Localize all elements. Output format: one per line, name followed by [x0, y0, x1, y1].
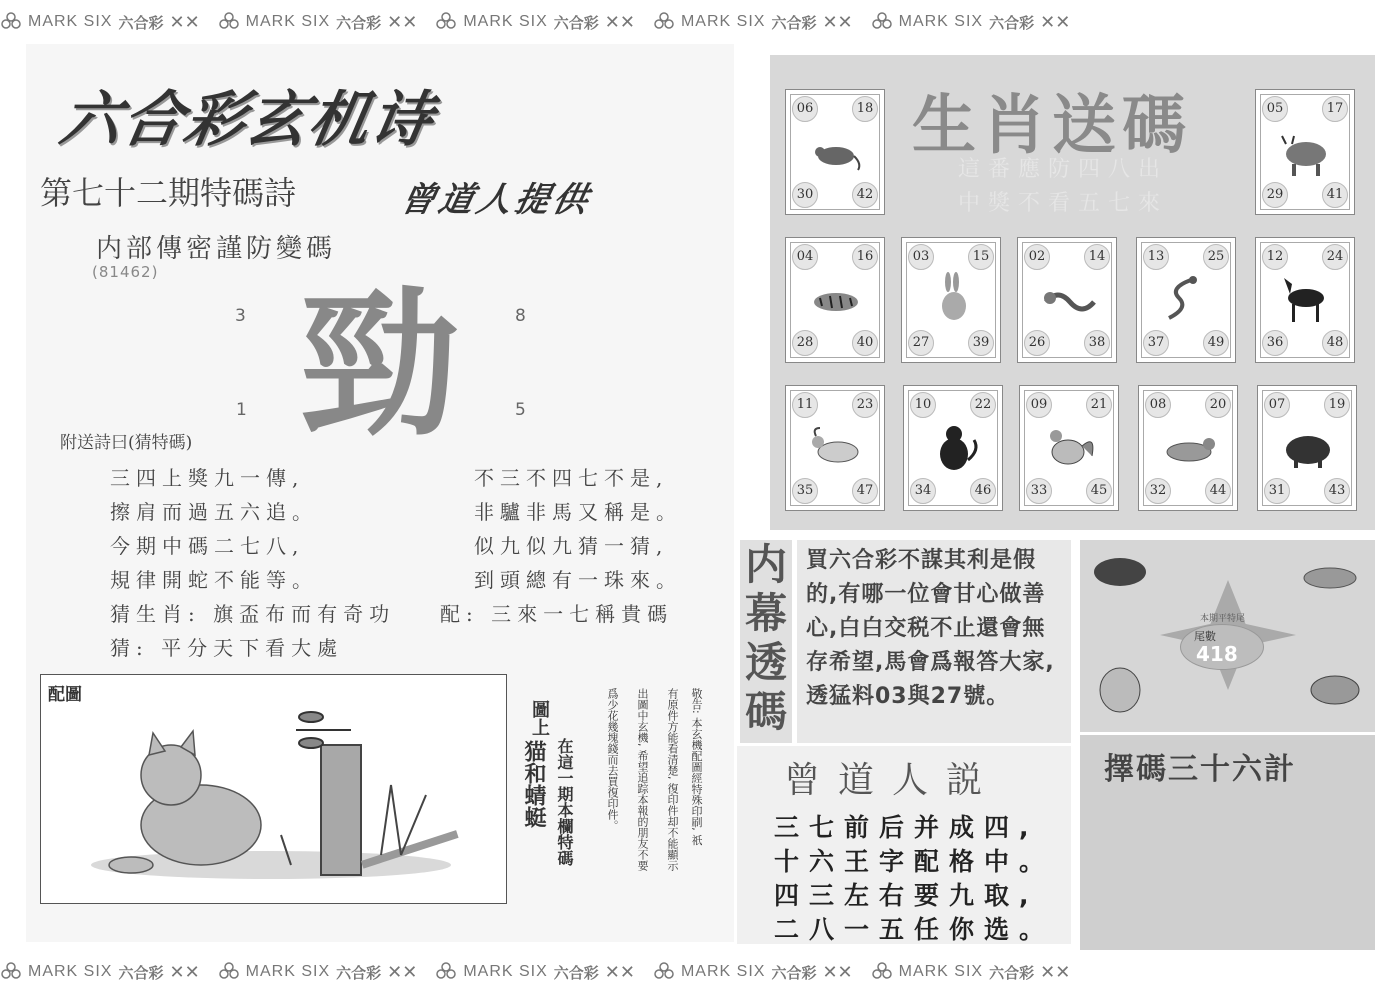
brand-en: MARK SIX — [245, 13, 331, 30]
zodiac-number: 04 — [792, 244, 818, 270]
digit-top-right: 8 — [515, 306, 526, 326]
notice-column: 敬告: 本玄機配圖經特殊印刷, 祇 — [690, 688, 703, 846]
brand-en: MARK SIX — [680, 963, 766, 980]
monkey-icon — [926, 420, 982, 476]
poem-left-line: 今期中碼二七八, — [110, 534, 305, 558]
flower-icon — [435, 961, 457, 983]
cross-mark: ✕✕ — [169, 11, 200, 33]
zodiac-number: 41 — [1322, 182, 1348, 208]
issue-title: 第七十二期特碼詩 — [40, 174, 297, 212]
poem-left-line: 三四上獎九一傳, — [110, 466, 305, 490]
flower-icon — [435, 11, 457, 33]
special-character: 勁 — [299, 271, 460, 458]
brand-en: MARK SIX — [898, 963, 984, 980]
rooster-icon — [1100, 668, 1140, 712]
brand-cn: 六合彩 — [118, 963, 164, 982]
brand-cn: 六合彩 — [336, 13, 382, 32]
cross-mark: ✕✕ — [387, 11, 418, 33]
picture-caption-2: 猫和蜻蜓 — [521, 740, 546, 828]
flower-icon — [871, 961, 893, 983]
digit-bottom-right: 5 — [515, 400, 526, 420]
zodiac-number: 49 — [1203, 330, 1229, 356]
border-logo-unit — [435, 11, 635, 33]
border-logo-unit — [871, 11, 1071, 33]
brand-en: MARK SIX — [245, 963, 331, 980]
pig-icon — [1280, 420, 1336, 476]
zodiac-title: 生肖送碼 — [912, 89, 1192, 163]
flower-icon — [871, 11, 893, 33]
top-border-strip — [0, 6, 1391, 38]
cross-mark: ✕✕ — [604, 11, 635, 33]
bottom-border-strip — [0, 956, 1391, 988]
zodiac-number: 38 — [1084, 330, 1110, 356]
pig-icon — [1094, 558, 1146, 586]
saying-line: 十六王字配格中。 — [774, 847, 1055, 876]
zodiac-number: 20 — [1205, 392, 1231, 418]
zodiac-card — [785, 89, 885, 215]
brand-en: MARK SIX — [680, 13, 766, 30]
attached-poem-label: 附送詩曰(猜特碼) — [60, 433, 193, 453]
zodiac-card — [901, 237, 1001, 363]
zodiac-card — [785, 385, 885, 511]
zodiac-number: 47 — [852, 478, 878, 504]
rat-icon — [808, 124, 864, 180]
saying-line: 三七前后并成四, — [774, 813, 1039, 842]
flower-icon — [653, 961, 675, 983]
zodiac-number: 21 — [1086, 392, 1112, 418]
zodiac-card — [1138, 385, 1238, 511]
zodiac-number: 17 — [1322, 96, 1348, 122]
cross-mark: ✕✕ — [1040, 11, 1071, 33]
zodiac-number: 15 — [968, 244, 994, 270]
border-logo-unit — [653, 961, 853, 983]
zodiac-number: 22 — [970, 392, 996, 418]
inside-text: 買六合彩不謀其利是假的,有哪一位會甘心做善心,白白交税不止還會無存希望,馬會爲報答大家,透猛料03與27號。 — [806, 548, 1055, 709]
brand-en: MARK SIX — [28, 13, 113, 30]
main-title: 六合彩玄机诗 — [54, 85, 440, 155]
saying-line: 四三左右要九取, — [774, 881, 1039, 910]
internal-note: 内部傳密謹防變碼 — [96, 234, 337, 264]
zodiac-number: 30 — [792, 182, 818, 208]
zodiac-number: 43 — [1324, 478, 1350, 504]
poem-right-line: 不三不四七不是, — [474, 466, 669, 490]
tiger-icon — [808, 272, 864, 328]
brand-cn: 六合彩 — [336, 963, 382, 982]
flower-icon — [218, 961, 240, 983]
brand-en: MARK SIX — [463, 13, 548, 30]
zodiac-number: 19 — [1324, 392, 1350, 418]
zodiac-number: 02 — [1024, 244, 1050, 270]
brand-cn: 六合彩 — [989, 13, 1035, 32]
wooden-post — [321, 745, 361, 875]
zodiac-number: 06 — [792, 96, 818, 122]
border-logo-unit — [218, 11, 418, 33]
zodiac-number: 32 — [1145, 478, 1171, 504]
zodiac-number: 03 — [908, 244, 934, 270]
cat-icon — [109, 731, 261, 873]
flower-icon — [653, 11, 675, 33]
zodiac-number: 07 — [1264, 392, 1290, 418]
zodiac-card — [785, 237, 885, 363]
strategy-title: 擇碼三十六計 — [1104, 752, 1296, 787]
saying-title: 曾道人説 — [784, 760, 1001, 801]
tail-value: 418 — [1196, 642, 1238, 666]
notice-column: 爲少花幾塊錢而去買復印件。 — [606, 688, 619, 831]
zodiac-number: 37 — [1143, 330, 1169, 356]
brand-en: MARK SIX — [28, 963, 113, 980]
zodiac-number: 11 — [792, 392, 818, 418]
tail-label: 尾數 — [1194, 630, 1216, 643]
cross-mark: ✕✕ — [169, 961, 200, 983]
cross-mark: ✕✕ — [822, 11, 853, 33]
dragon-icon — [1040, 272, 1096, 328]
saying-line: 二八一五任你选。 — [774, 915, 1055, 944]
digit-bottom-left: 1 — [236, 400, 247, 420]
border-logo-unit — [0, 961, 200, 983]
flower-icon — [0, 11, 22, 33]
zodiac-number: 13 — [1143, 244, 1169, 270]
zodiac-number: 18 — [852, 96, 878, 122]
provider-label: 曾道人提供 — [397, 180, 596, 220]
border-logo-unit — [435, 961, 635, 983]
goat-icon — [808, 420, 864, 476]
brand-cn: 六合彩 — [553, 13, 599, 32]
tail-caption: 本期平特尾 — [1200, 614, 1246, 624]
picture-label: 配圖 — [48, 685, 82, 705]
notice-column: 有原件方能看清楚, 復印件却不能顯示 — [666, 688, 679, 871]
horse-icon — [1278, 272, 1334, 328]
brand-en: MARK SIX — [463, 963, 548, 980]
zodiac-card — [1019, 385, 1119, 511]
picture-caption-3: 在這一期本欄特碼 — [555, 738, 574, 866]
flower-icon — [218, 11, 240, 33]
dragonfly-icon — [296, 712, 351, 748]
border-logo-unit — [653, 11, 853, 33]
zodiac-number: 14 — [1084, 244, 1110, 270]
ox-icon — [1278, 124, 1334, 180]
zodiac-number: 42 — [852, 182, 878, 208]
code-number: (81462) — [92, 263, 159, 281]
guess-line: 猜: 平分天下看大處 — [110, 636, 344, 660]
brand-cn: 六合彩 — [553, 963, 599, 982]
zodiac-number: 44 — [1205, 478, 1231, 504]
zodiac-card — [1255, 89, 1355, 215]
brand-cn: 六合彩 — [989, 963, 1035, 982]
rooster-icon — [1042, 420, 1098, 476]
border-logo-unit — [0, 11, 200, 33]
brand-en: MARK SIX — [898, 13, 984, 30]
zodiac-number: 46 — [970, 478, 996, 504]
poem-left-line: 規律開蛇不能等。 — [110, 568, 318, 592]
zodiac-number: 33 — [1026, 478, 1052, 504]
zodiac-number: 39 — [968, 330, 994, 356]
zodiac-number: 35 — [792, 478, 818, 504]
cross-mark: ✕✕ — [387, 961, 418, 983]
dog-icon — [1304, 568, 1356, 588]
zodiac-slogan: 中獎不看五七來 — [958, 191, 1169, 216]
inside-title: 内幕透碼 — [744, 540, 787, 736]
zodiac-number: 27 — [908, 330, 934, 356]
zodiac-number: 08 — [1145, 392, 1171, 418]
dog-icon — [1161, 420, 1217, 476]
zodiac-card — [903, 385, 1003, 511]
poem-left-line: 擦肩而過五六追。 — [110, 500, 318, 524]
brand-cn: 六合彩 — [771, 13, 817, 32]
zodiac-number: 25 — [1203, 244, 1229, 270]
digit-top-left: 3 — [235, 306, 246, 326]
ox-icon — [1311, 676, 1359, 704]
picture-box — [40, 674, 507, 904]
rabbit-icon — [924, 272, 980, 328]
border-logo-unit — [871, 961, 1071, 983]
zodiac-number: 09 — [1026, 392, 1052, 418]
brand-cn: 六合彩 — [771, 963, 817, 982]
zodiac-number: 34 — [910, 478, 936, 504]
zodiac-number: 16 — [852, 244, 878, 270]
zodiac-number: 40 — [852, 330, 878, 356]
zodiac-slogan: 這番應防四八出 — [958, 157, 1169, 182]
zodiac-number: 45 — [1086, 478, 1112, 504]
cross-mark: ✕✕ — [822, 961, 853, 983]
zodiac-number: 10 — [910, 392, 936, 418]
cross-mark: ✕✕ — [604, 961, 635, 983]
picture-caption-1: 圖上 — [529, 700, 550, 736]
guess-zodiac: 猜生肖: 旗盃布而有奇功 — [110, 602, 396, 626]
flower-icon — [0, 961, 22, 983]
zodiac-card — [1255, 237, 1355, 363]
cross-mark: ✕✕ — [1040, 961, 1071, 983]
notice-column: 出圖中玄機, 希望追踪本報的朋友不要 — [636, 688, 649, 871]
zodiac-number: 05 — [1262, 96, 1288, 122]
zodiac-number: 26 — [1024, 330, 1050, 356]
zodiac-number: 29 — [1262, 182, 1288, 208]
poem-right-line: 到頭總有一珠來。 — [474, 568, 682, 592]
pair-line: 配: 三來一七稱貴碼 — [440, 602, 674, 626]
poem-right-line: 非驢非馬又稱是。 — [474, 500, 682, 524]
zodiac-number: 23 — [852, 392, 878, 418]
zodiac-number: 12 — [1262, 244, 1288, 270]
border-logo-unit — [218, 961, 418, 983]
zodiac-number: 24 — [1322, 244, 1348, 270]
poem-right-line: 似九似九猜一猜, — [474, 534, 669, 558]
zodiac-number: 31 — [1264, 478, 1290, 504]
zodiac-card — [1136, 237, 1236, 363]
zodiac-number: 36 — [1262, 330, 1288, 356]
zodiac-number: 28 — [792, 330, 818, 356]
brand-cn: 六合彩 — [118, 13, 164, 32]
zodiac-number: 48 — [1322, 330, 1348, 356]
zodiac-card — [1017, 237, 1117, 363]
zodiac-card — [1257, 385, 1357, 511]
snake-icon — [1159, 272, 1215, 328]
cat-dragonfly-illustration — [41, 675, 506, 903]
